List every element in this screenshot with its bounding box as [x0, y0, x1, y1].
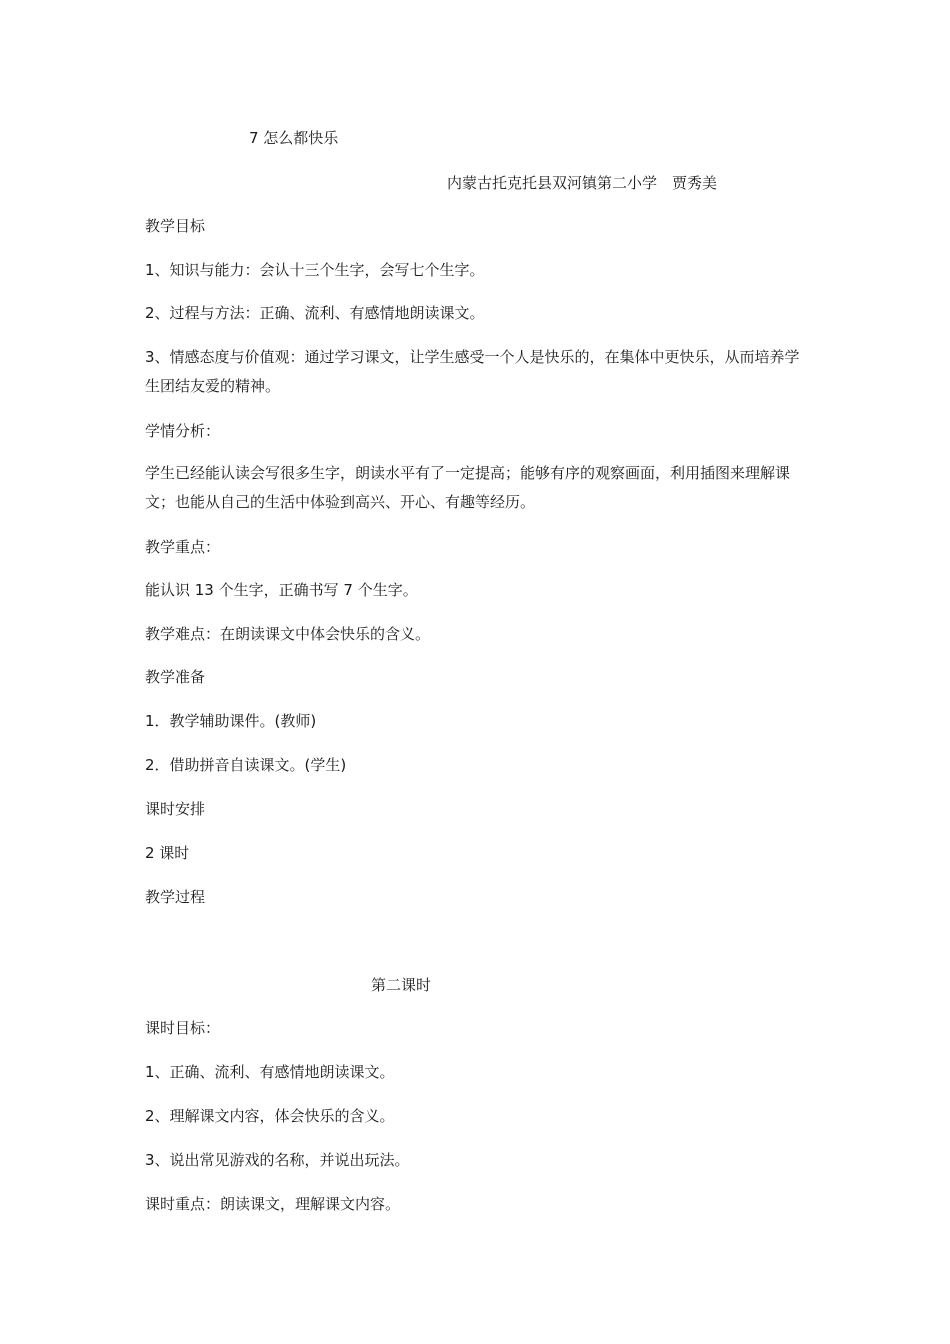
objective-item: 1、知识与能力：会认十三个生字，会写七个生字。: [145, 261, 485, 279]
key-points-heading: 教学重点：: [145, 538, 221, 556]
difficulty-text: 教学难点：在朗读课文中体会快乐的含义。: [145, 625, 431, 643]
prep-item: 1．教学辅助课件。(教师): [145, 712, 317, 730]
schedule-heading: 课时安排: [145, 800, 206, 818]
author-line: 内蒙古托克托县双河镇第二小学 贾秀美: [447, 174, 718, 192]
lesson2-objective-item: 2、理解课文内容，体会快乐的含义。: [145, 1107, 395, 1125]
objective-item: 3、情感态度与价值观：通过学习课文，让学生感受一个人是快乐的，在集体中更快乐，从而培养学生团结友爱的精神。: [145, 348, 800, 395]
prep-heading: 教学准备: [145, 668, 206, 686]
prep-item: 2．借助拼音自读课文。(学生): [145, 756, 347, 774]
objectives-heading: 教学目标: [145, 217, 206, 235]
lesson2-objectives-heading: 课时目标：: [145, 1019, 221, 1037]
lesson2-key-points: 课时重点：朗读课文，理解课文内容。: [145, 1195, 401, 1213]
analysis-text: 学生已经能认读会写很多生字，朗读水平有了一定提高；能够有序的观察画面，利用插图来理解课文；也能从自己的生活中体验到高兴、开心、有趣等经历。: [145, 464, 791, 511]
analysis-heading: 学情分析：: [145, 422, 221, 440]
key-points-text: 能认识 13 个生字，正确书写 7 个生字。: [145, 581, 418, 599]
document-title: 7 怎么都快乐: [249, 129, 339, 147]
schedule-text: 2 课时: [145, 844, 190, 862]
lesson2-heading: 第二课时: [371, 976, 432, 994]
lesson2-objective-item: 3、说出常见游戏的名称，并说出玩法。: [145, 1151, 410, 1169]
process-heading: 教学过程: [145, 888, 206, 906]
lesson2-objective-item: 1、正确、流利、有感情地朗读课文。: [145, 1063, 395, 1081]
objective-item: 2、过程与方法：正确、流利、有感情地朗读课文。: [145, 304, 485, 322]
